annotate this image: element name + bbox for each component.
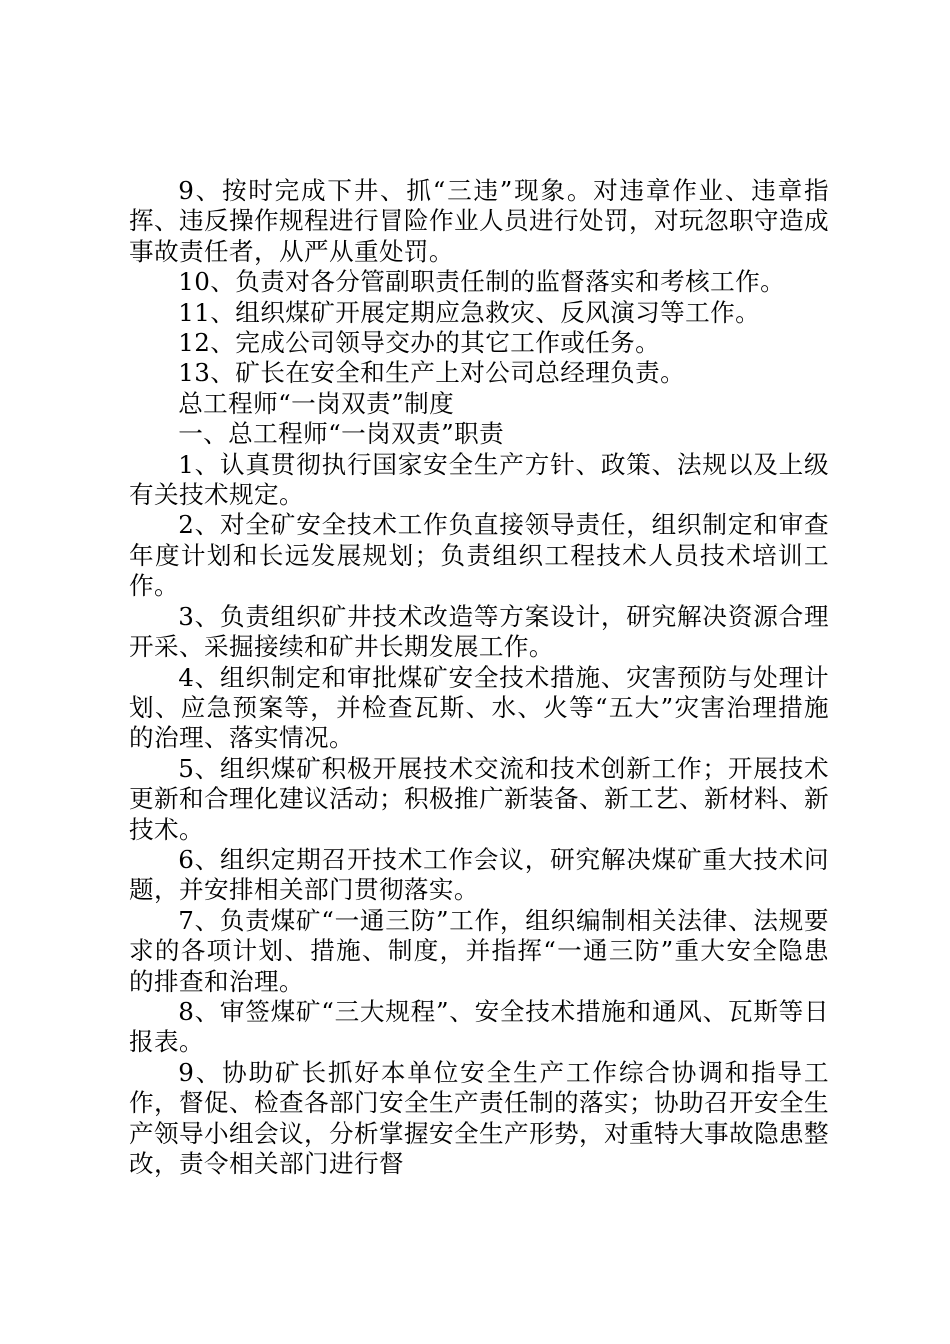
duty-item-3: 3、负责组织矿井技术改造等方案设计，研究解决资源合理开采、采掘接续和矿井长期发展工作。 — [129, 601, 829, 662]
paragraph-item-11-drills: 11、组织煤矿开展定期应急救灾、反风演习等工作。 — [178, 297, 761, 327]
duty-item-5: 5、组织煤矿积极开展技术交流和技术创新工作；开展技术更新和合理化建议活动；积极推广新装备、新工艺、新材料、新技术。 — [129, 753, 829, 844]
paragraph-item-10-supervision: 10、负责对各分管副职责任制的监督落实和考核工作。 — [178, 267, 786, 297]
duty-item-7: 7、负责煤矿“一通三防”工作，组织编制相关法律、法规要求的各项计划、措施、制度，并指挥“一通三防”重大安全隐患的排查和治理。 — [129, 905, 829, 996]
section-title: 总工程师“一岗双责”制度 — [178, 388, 455, 418]
duty-item-9: 9、协助矿长抓好本单位安全生产工作综合协调和指导工作，督促、检查各部门安全生产责任制的落实；协助召开安全生产领导小组会议，分析掌握安全生产形势，对重特大事故隐患整改，责令相关部门进行督 — [129, 1057, 829, 1178]
paragraph-item-13-responsibility: 13、矿长在安全和生产上对公司总经理负责。 — [178, 358, 686, 388]
duty-item-1: 1、认真贯彻执行国家安全生产方针、政策、法规以及上级有关技术规定。 — [129, 449, 829, 510]
document-body — [129, 176, 829, 1179]
section-subtitle: 一、总工程师“一岗双责”职责 — [178, 419, 505, 449]
duty-item-6: 6、组织定期召开技术工作会议，研究解决煤矿重大技术问题，并安排相关部门贯彻落实。 — [129, 844, 829, 905]
duty-item-4: 4、组织制定和审批煤矿安全技术措施、灾害预防与处理计划、应急预案等，并检查瓦斯、水、火等“五大”灾害治理措施的治理、落实情况。 — [129, 662, 829, 753]
duty-item-2: 2、对全矿安全技术工作负直接领导责任，组织制定和审查年度计划和长远发展规划；负责组织工程技术人员技术培训工作。 — [129, 510, 829, 601]
paragraph-item-9-violations: 9、按时完成下井、抓“三违”现象。对违章作业、违章指挥、违反操作规程进行冒险作业人员进行处罚，对玩忽职守造成事故责任者，从严从重处罚。 — [129, 176, 829, 266]
paragraph-item-12-other-tasks: 12、完成公司领导交办的其它工作或任务。 — [178, 328, 661, 358]
duty-item-8: 8、审签煤矿“三大规程”、安全技术措施和通风、瓦斯等日报表。 — [129, 996, 829, 1057]
